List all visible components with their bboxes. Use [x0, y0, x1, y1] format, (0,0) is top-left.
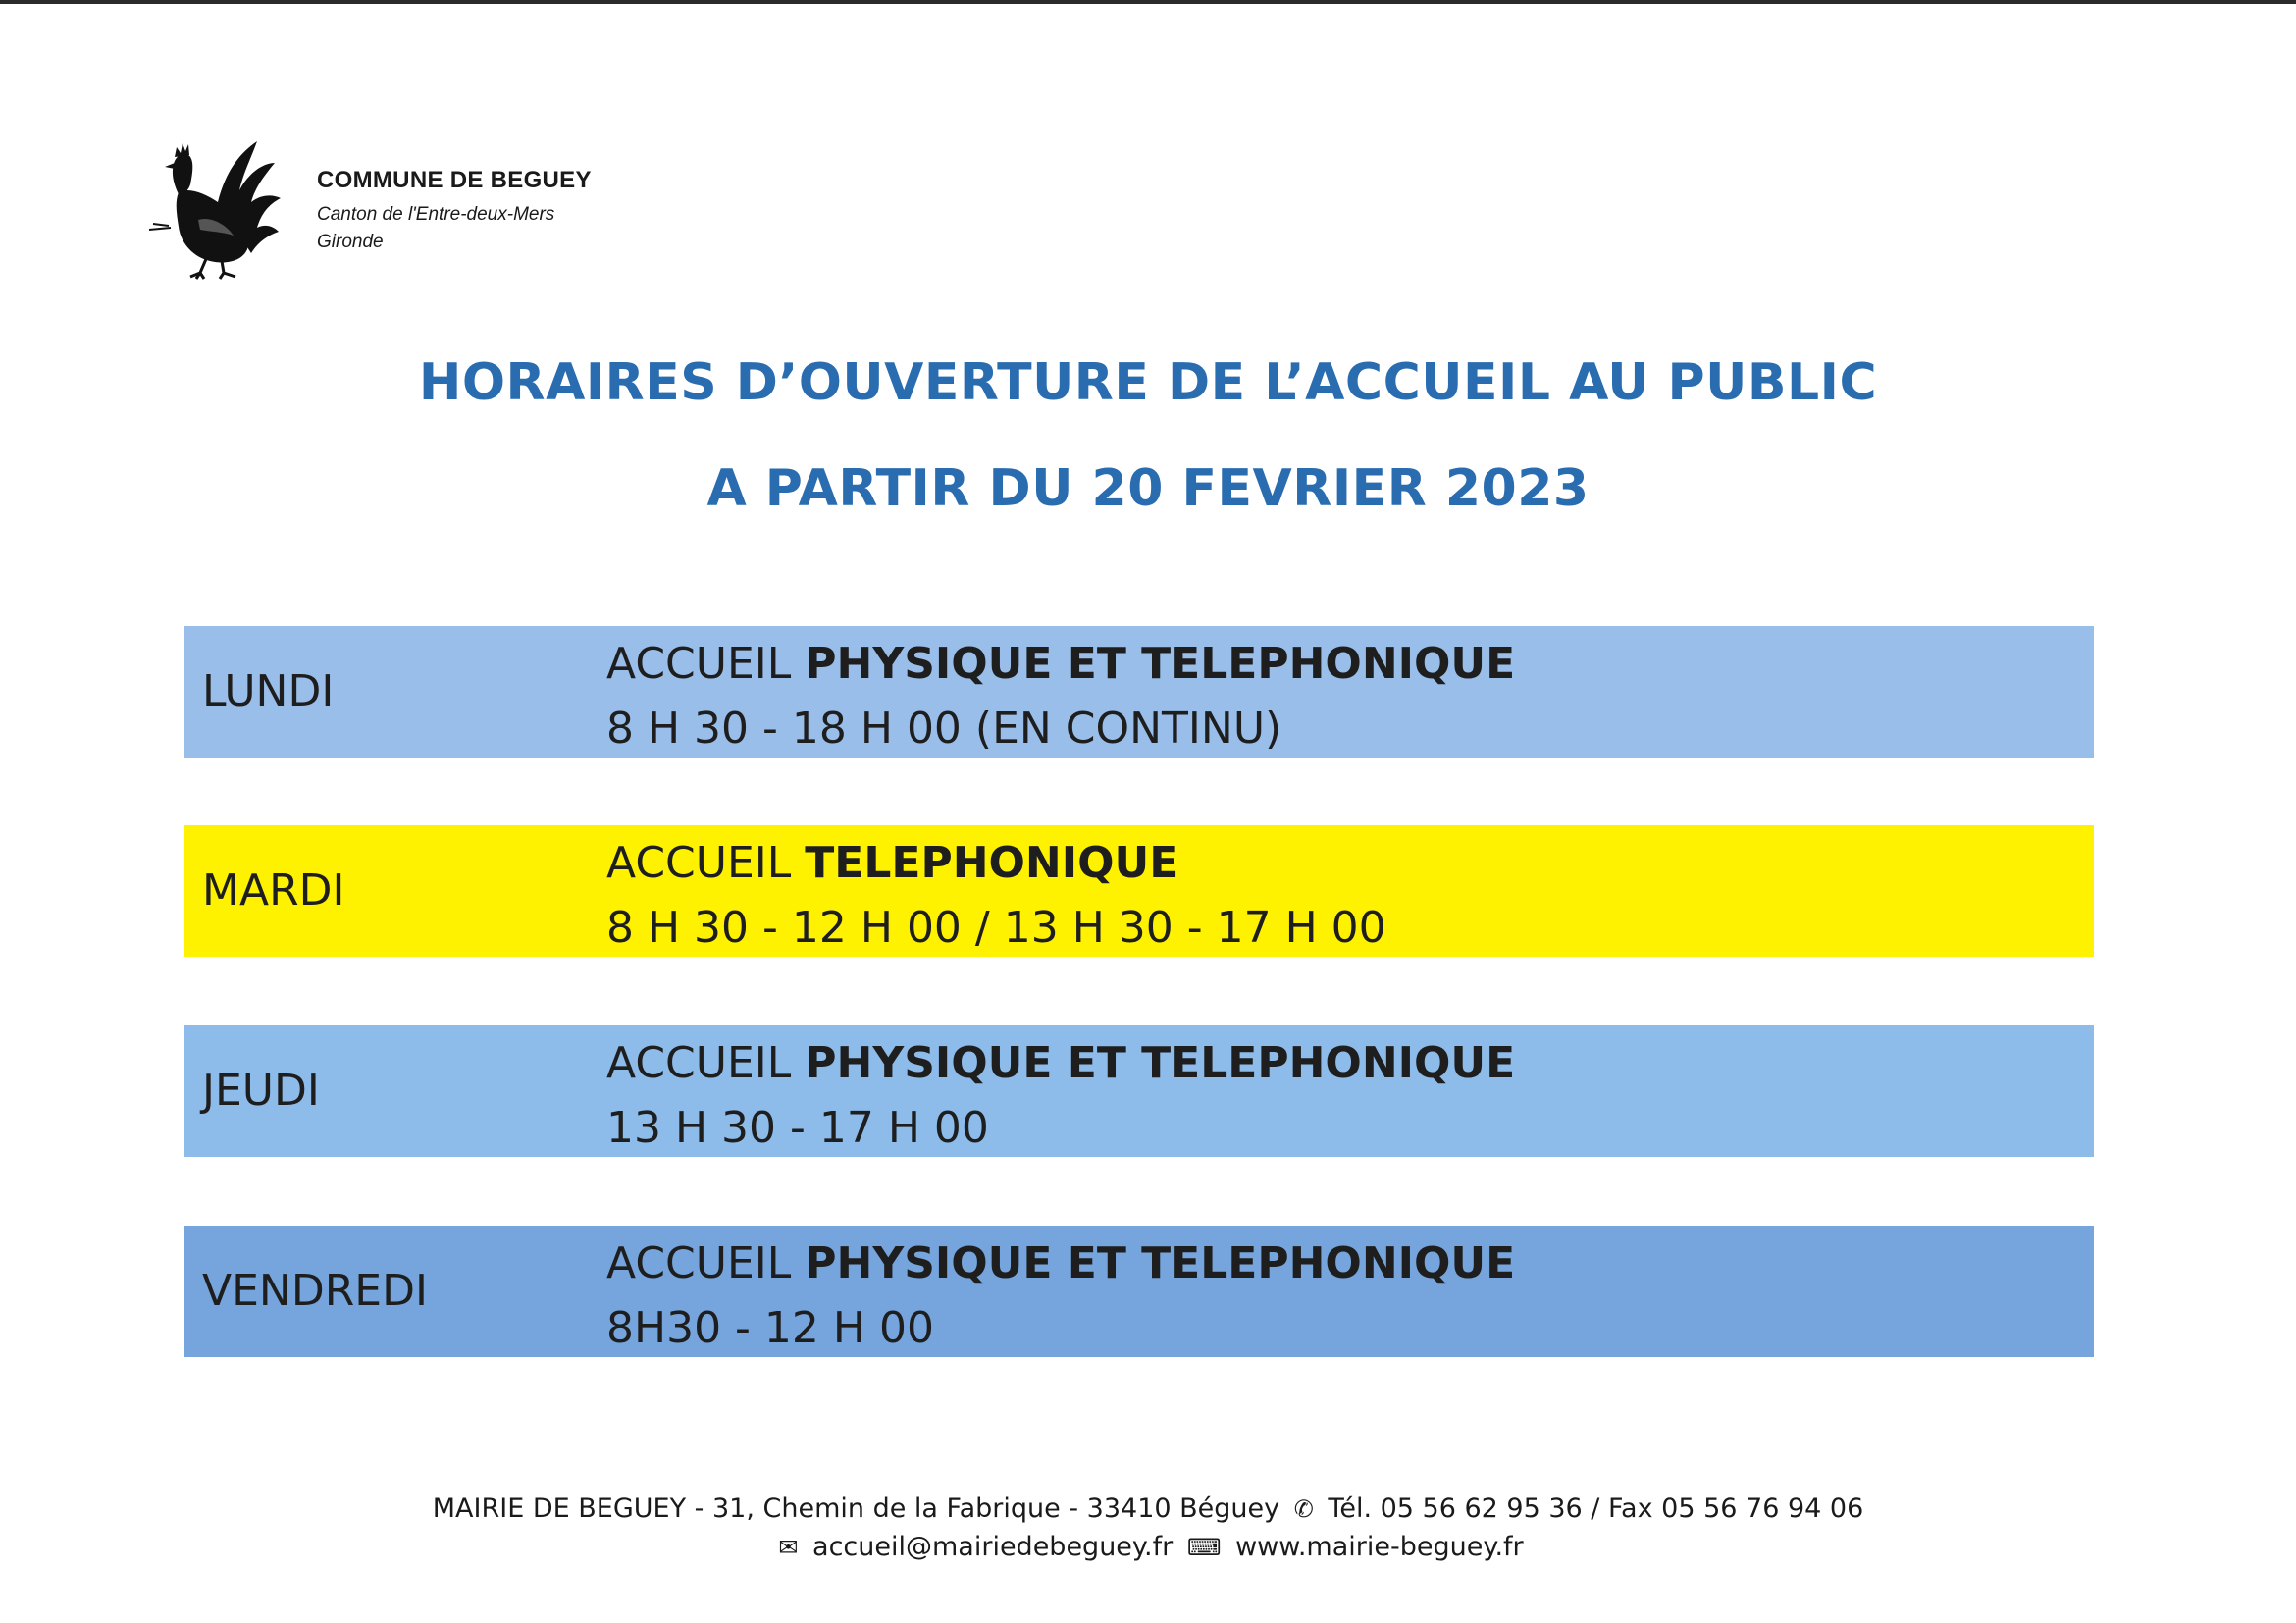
- service-mode: PHYSIQUE ET TELEPHONIQUE: [805, 1238, 1516, 1288]
- footer-email[interactable]: accueil@mairiedebeguey.fr: [812, 1532, 1174, 1562]
- day-label: MARDI: [202, 865, 345, 916]
- service-mode: TELEPHONIQUE: [805, 838, 1179, 888]
- schedule-row-lundi: [184, 626, 2094, 758]
- footer-address-line: [0, 1493, 2296, 1524]
- service-mode: PHYSIQUE ET TELEPHONIQUE: [805, 1038, 1516, 1088]
- schedule-detail: [606, 1231, 1515, 1361]
- service-line: [606, 632, 1515, 697]
- day-label: JEUDI: [202, 1066, 320, 1116]
- page-subtitle: A PARTIR DU 20 FEVRIER 2023: [706, 459, 1590, 518]
- service-line: [606, 1231, 1515, 1296]
- service-prefix: ACCUEIL: [606, 838, 792, 888]
- service-prefix: ACCUEIL: [606, 1238, 792, 1288]
- schedule-detail: [606, 1031, 1515, 1161]
- schedule-row-vendredi: [184, 1226, 2094, 1357]
- page-title: HORAIRES D’OUVERTURE DE L’ACCUEIL AU PUBLIC: [418, 353, 1878, 412]
- service-prefix: ACCUEIL: [606, 639, 792, 689]
- hours-line: 8 H 30 - 12 H 00 / 13 H 30 - 17 H 00: [606, 903, 1386, 953]
- schedule-row-mardi: [184, 825, 2094, 957]
- footer-address: MAIRIE DE BEGUEY - 31, Chemin de la Fabrique - 33410 Béguey: [432, 1493, 1280, 1524]
- computer-icon: ⌨: [1186, 1534, 1222, 1561]
- footer-website[interactable]: www.mairie-beguey.fr: [1235, 1532, 1524, 1562]
- schedule-row-jeudi: [184, 1025, 2094, 1157]
- footer-contact-line: [0, 1532, 2296, 1562]
- schedule-detail: [606, 632, 1515, 761]
- canton-line: Canton de l'Entre-deux-Mers: [317, 204, 555, 225]
- schedule-detail: [606, 831, 1386, 961]
- day-label: VENDREDI: [202, 1266, 428, 1316]
- footer-phone: Tél. 05 56 62 95 36 / Fax 05 56 76 94 06: [1328, 1493, 1864, 1524]
- rooster-icon: [149, 133, 287, 281]
- top-border: [0, 0, 2296, 4]
- phone-icon: ✆: [1293, 1495, 1314, 1523]
- service-mode: PHYSIQUE ET TELEPHONIQUE: [805, 639, 1516, 689]
- envelope-icon: ✉: [778, 1534, 799, 1561]
- service-line: [606, 831, 1386, 896]
- service-prefix: ACCUEIL: [606, 1038, 792, 1088]
- hours-line: 13 H 30 - 17 H 00: [606, 1103, 989, 1153]
- hours-line: 8H30 - 12 H 00: [606, 1303, 934, 1353]
- service-line: [606, 1031, 1515, 1096]
- commune-block: [317, 167, 592, 259]
- commune-name: COMMUNE DE BEGUEY: [317, 167, 592, 193]
- department-line: Gironde: [317, 232, 384, 252]
- hours-line: 8 H 30 - 18 H 00 (EN CONTINU): [606, 704, 1282, 754]
- day-label: LUNDI: [202, 666, 335, 716]
